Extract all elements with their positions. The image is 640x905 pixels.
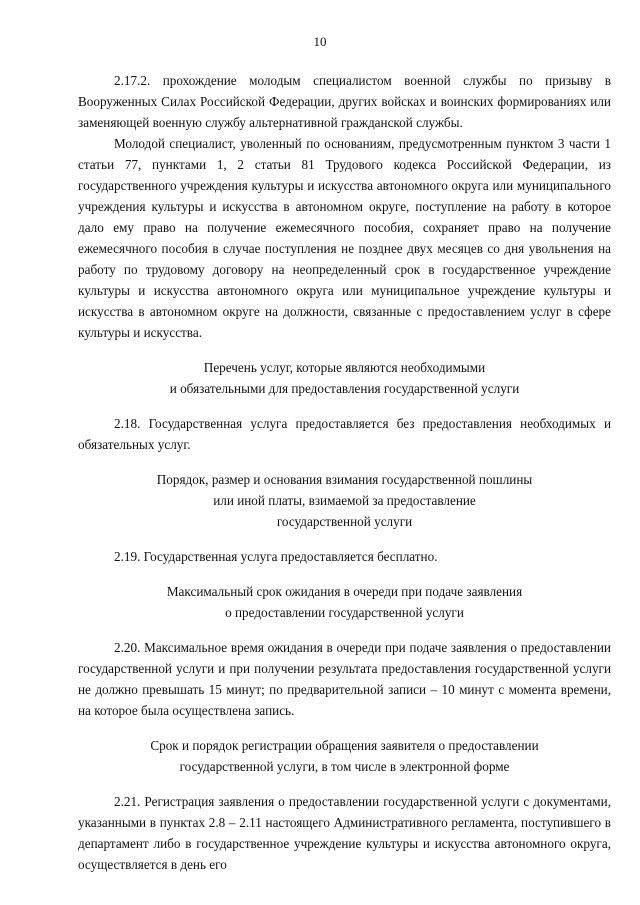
paragraph-2-18: 2.18. Государственная услуга предоставляется без предоставления необходимых и обязательных услуг. — [78, 416, 611, 452]
paragraph-2-21: 2.21. Регистрация заявления о предоставлении государственной услуги с документами, указанными в пунктах 2.8 – 2.11 настоящего Административного регламента, поступившего в департамент либо в государственное учреждение культуры и искусства автономного округа, осуществляется в день его — [78, 794, 611, 872]
paragraph-2-17-2: 2.17.2. прохождение молодым специалистом военной службы по призыву в Вооруженных Силах Российской Федерации, других войсках и воинских формированиях или заменяющей военную службу альтернативной гражданской службы. — [78, 73, 611, 130]
document-body — [78, 70, 611, 875]
paragraph-2-20: 2.20. Максимальное время ожидания в очереди при подаче заявления о предоставлении государственной услуги и при получении результата предоставления государственной услуги не должно превышать 15 минут; по предварительной записи – 10 минут с момента времени, на которое была осуществлена запись. — [78, 640, 611, 718]
paragraph-young-specialist: Молодой специалист, уволенный по основаниям, предусмотренным пунктом 3 части 1 статьи 77, пунктами 1, 2 статьи 81 Трудового кодекса Российской Федерации, из государственного учреждения культуры и искусства автономного округа или муниципального учреждения культуры и искусства в автономном округе, поступление на работу в которое дало ему право на получение ежемесячного пособия, сохраняет право на получение ежемесячного пособия в случае поступления не позднее двух месяцев со дня увольнения на работу по трудовому договору на неопределенный срок в государственное учреждение культуры и искусства автономного округа или муниципальное учреждение культуры и искусства в автономном округе на должности, связанные с предоставлением услуг в сфере культуры и искусства. — [78, 136, 611, 340]
heading-line: Срок и порядок регистрации обращения заявителя о предоставлении — [150, 738, 539, 753]
paragraph-2-19: 2.19. Государственная услуга предоставляется бесплатно. — [114, 549, 438, 564]
heading-line: о предоставлении государственной услуги — [225, 605, 464, 620]
heading-line: Порядок, размер и основания взимания государственной пошлины — [156, 472, 533, 487]
heading-line: государственной услуги, в том числе в электронной форме — [179, 759, 510, 774]
page-number: 10 — [313, 34, 327, 49]
heading-line: и обязательными для предоставления государственной услуги — [169, 381, 520, 396]
heading-line: Перечень услуг, которые являются необходимыми — [203, 360, 486, 375]
heading-registration — [78, 735, 611, 777]
heading-services-list — [78, 357, 611, 399]
heading-line: или иной платы, взимаемой за предоставление — [213, 493, 476, 508]
heading-fee — [78, 469, 611, 532]
heading-line: Максимальный срок ожидания в очереди при подаче заявления — [166, 584, 523, 599]
heading-waiting-time — [78, 581, 611, 623]
heading-line: государственной услуги — [276, 514, 413, 529]
